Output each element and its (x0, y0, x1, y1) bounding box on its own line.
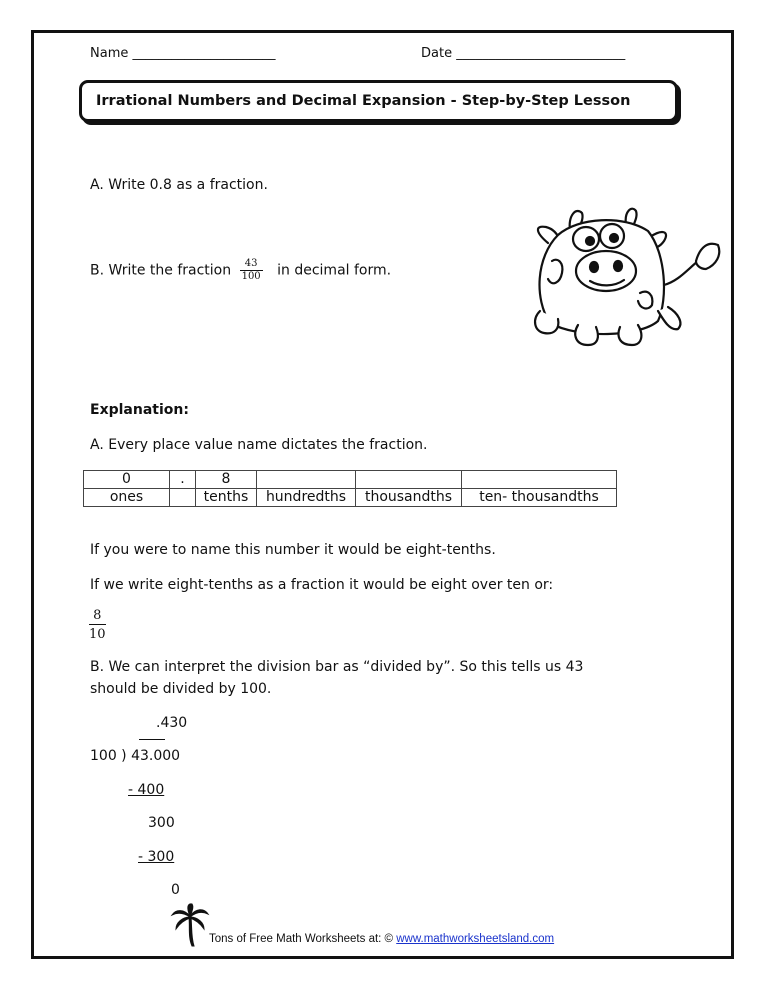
explanation-line-2: If we write eight-tenths as a fraction it would be eight over ten or: (90, 577, 554, 593)
problem-b-text-end: in decimal form. (277, 262, 392, 279)
fraction-numerator: 43 (240, 258, 263, 271)
explanation-heading: Explanation: (90, 402, 189, 418)
footer-text: Tons of Free Math Worksheets at: © (209, 933, 394, 945)
fraction-denominator: 100 (241, 271, 261, 282)
table-cell: ones (84, 489, 170, 507)
table-cell (462, 471, 617, 489)
footer-link[interactable]: www.mathworksheetsland.com (396, 933, 555, 945)
explanation-b-line-2: should be divided by 100. (90, 681, 272, 697)
explanation-a-intro: A. Every place value name dictates the fraction. (90, 437, 428, 453)
division-bar (139, 739, 165, 740)
eight-tenths-fraction (89, 608, 106, 642)
cow-icon (528, 203, 724, 351)
place-value-table (83, 470, 617, 507)
palm-tree-icon (170, 903, 210, 947)
table-cell: 8 (196, 471, 257, 489)
title-box (79, 80, 678, 122)
footer (209, 933, 554, 945)
table-cell: hundredths (257, 489, 356, 507)
table-cell: . (170, 471, 196, 489)
table-cell (356, 471, 462, 489)
fraction-numerator: 8 (89, 608, 106, 625)
division-step-1: - 400 (128, 782, 165, 798)
date-field-label: Date __________________________ (421, 46, 626, 61)
explanation-b-line-1: B. We can interpret the division bar as “divided by”. So this tells us 43 (90, 659, 584, 675)
division-quotient: .430 (156, 715, 188, 731)
name-field-label: Name ______________________ (90, 46, 276, 61)
explanation-line-1: If you were to name this number it would be eight-tenths. (90, 542, 496, 558)
division-step-2: - 300 (138, 849, 175, 865)
problem-b (90, 258, 391, 283)
division-dividend: 100 ) 43.000 (90, 748, 181, 764)
problem-b-fraction (240, 258, 263, 283)
table-cell: 0 (84, 471, 170, 489)
table-cell (257, 471, 356, 489)
problem-b-text: B. Write the fraction (90, 262, 232, 279)
table-cell: thousandths (356, 489, 462, 507)
table-cell: tenths (196, 489, 257, 507)
table-cell (170, 489, 196, 507)
division-remainder-1: 300 (148, 815, 175, 831)
table-row (84, 471, 617, 489)
table-row (84, 489, 617, 507)
problem-a: A. Write 0.8 as a fraction. (90, 177, 268, 193)
division-remainder-2: 0 (171, 882, 180, 898)
page-title: Irrational Numbers and Decimal Expansion - Step-by-Step Lesson (96, 93, 631, 109)
table-cell: ten- thousandths (462, 489, 617, 507)
fraction-denominator: 10 (89, 627, 106, 642)
